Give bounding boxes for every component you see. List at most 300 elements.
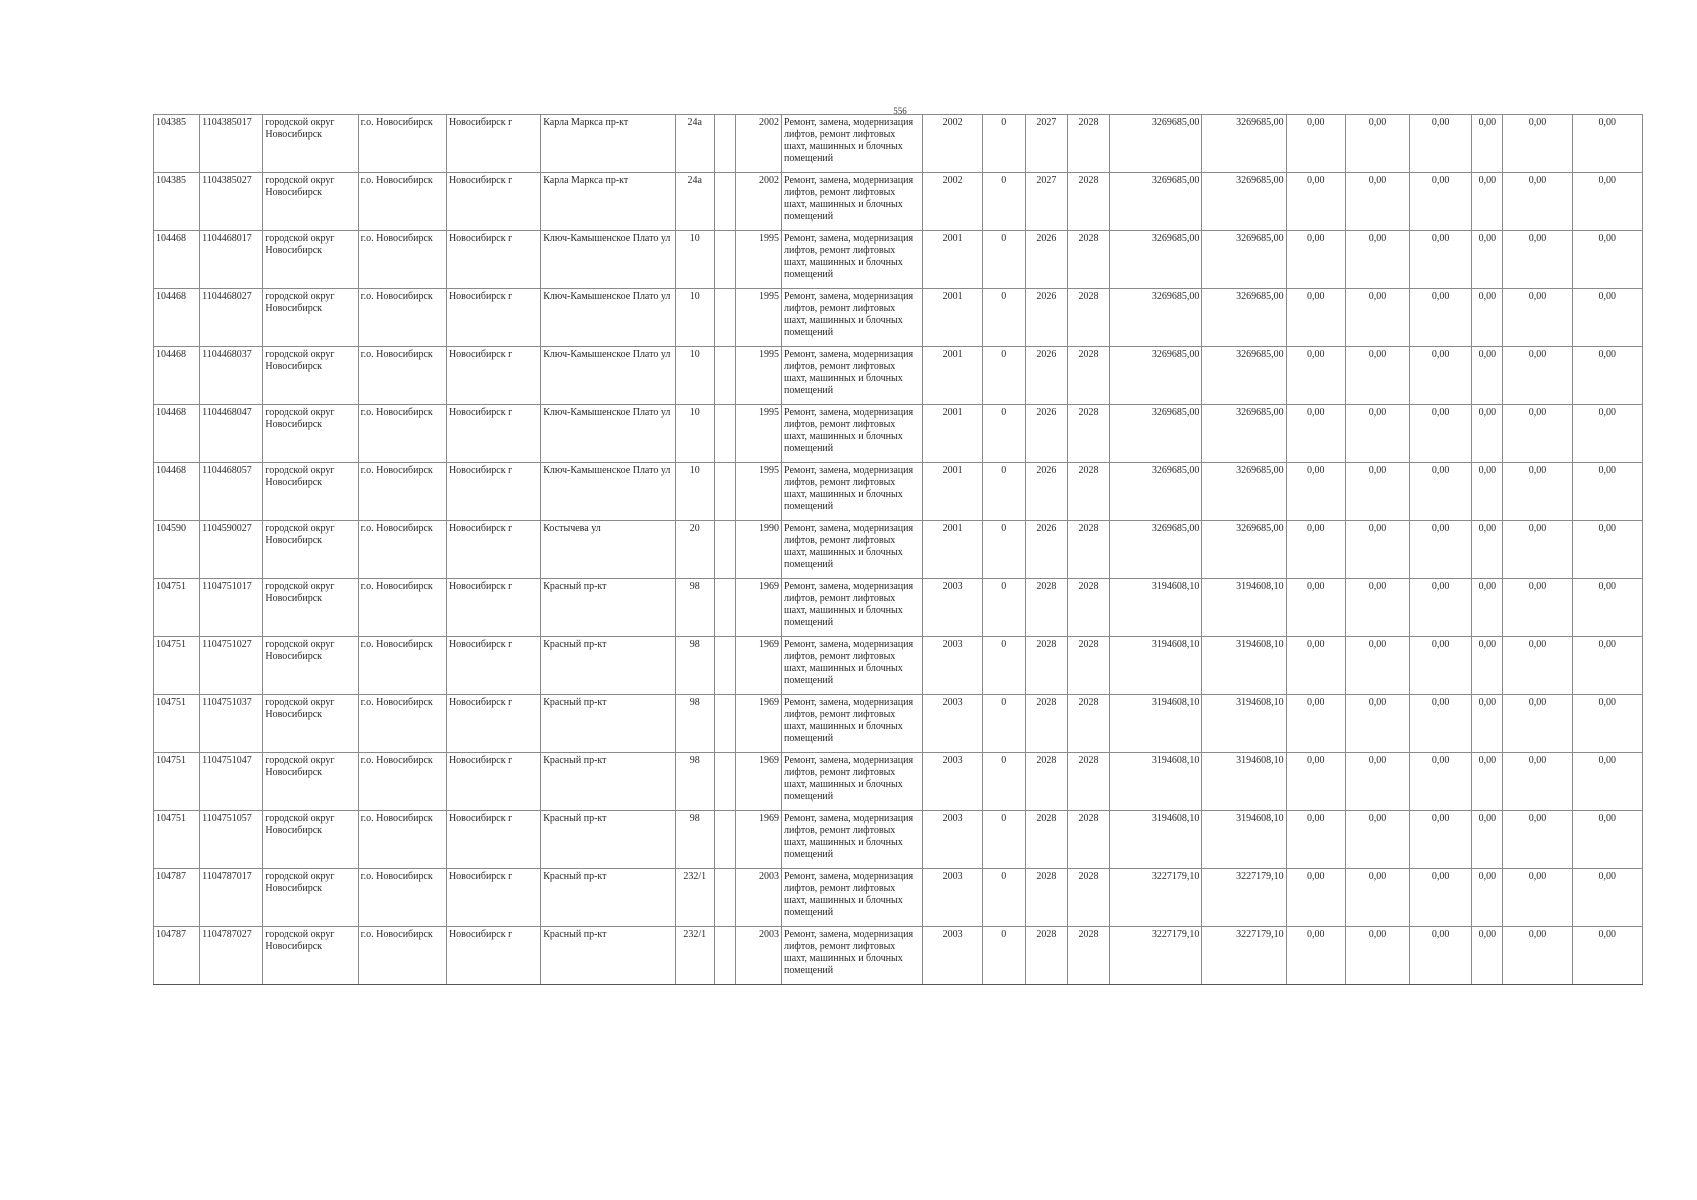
cell-cost-total: 3269685,00 — [1110, 347, 1202, 405]
cell-building — [714, 463, 735, 521]
cell-cost-owners: 0,00 — [1472, 869, 1503, 927]
cell-work-type: Ремонт, замена, модернизация лифтов, ремонт лифтовых шахт, машинных и блочных помещений — [782, 753, 923, 811]
cell-cost-owners: 0,00 — [1472, 405, 1503, 463]
cell-year-built: 2003 — [735, 869, 781, 927]
table-row — [154, 289, 1643, 347]
cell-work-type: Ремонт, замена, модернизация лифтов, ремонт лифтовых шахт, машинных и блочных помещений — [782, 811, 923, 869]
cell-cost-budget-federal: 0,00 — [1286, 347, 1345, 405]
cell-end-year: 2028 — [1067, 637, 1109, 695]
cell-cost-budget-local: 0,00 — [1410, 289, 1472, 347]
table-row — [154, 695, 1643, 753]
cell-house-number: 232/1 — [675, 869, 714, 927]
cell-district: г.о. Новосибирск — [358, 521, 446, 579]
cell-cost-budget-regional: 0,00 — [1345, 347, 1409, 405]
cell-cost-budget-regional: 0,00 — [1345, 753, 1409, 811]
cell-district: г.о. Новосибирск — [358, 289, 446, 347]
cell-cost-budget-local: 0,00 — [1410, 637, 1472, 695]
cell-cost-other: 0,00 — [1503, 637, 1572, 695]
cell-district: г.о. Новосибирск — [358, 463, 446, 521]
cell-house-number: 10 — [675, 289, 714, 347]
cell-settlement: Новосибирск г — [446, 405, 540, 463]
cell-district: г.о. Новосибирск — [358, 115, 446, 173]
cell-cost-extra: 0,00 — [1572, 405, 1642, 463]
cell-work-type: Ремонт, замена, модернизация лифтов, ремонт лифтовых шахт, машинных и блочных помещений — [782, 521, 923, 579]
cell-element-code: 1104385017 — [200, 115, 263, 173]
cell-work-type: Ремонт, замена, модернизация лифтов, ремонт лифтовых шахт, машинных и блочных помещений — [782, 869, 923, 927]
cell-municipality: городской округ Новосибирск — [263, 289, 358, 347]
cell-cost-fund: 3269685,00 — [1202, 347, 1286, 405]
cell-cost-fund: 3269685,00 — [1202, 231, 1286, 289]
cell-cost-fund: 3194608,10 — [1202, 637, 1286, 695]
cell-district: г.о. Новосибирск — [358, 811, 446, 869]
cell-cost-budget-federal: 0,00 — [1286, 811, 1345, 869]
cell-start-year: 2027 — [1025, 173, 1067, 231]
cell-planned-year: 2002 — [923, 173, 982, 231]
cell-flag: 0 — [982, 695, 1025, 753]
cell-cost-total: 3269685,00 — [1110, 289, 1202, 347]
cell-district: г.о. Новосибирск — [358, 173, 446, 231]
cell-house-number: 10 — [675, 231, 714, 289]
cell-building — [714, 579, 735, 637]
cell-end-year: 2028 — [1067, 289, 1109, 347]
cell-building — [714, 231, 735, 289]
cell-planned-year: 2001 — [923, 347, 982, 405]
cell-element-code: 1104468057 — [200, 463, 263, 521]
cell-start-year: 2026 — [1025, 521, 1067, 579]
cell-building — [714, 927, 735, 985]
cell-year-built: 1995 — [735, 463, 781, 521]
cell-flag: 0 — [982, 463, 1025, 521]
cell-cost-budget-local: 0,00 — [1410, 405, 1472, 463]
cell-house-number: 98 — [675, 753, 714, 811]
cell-start-year: 2027 — [1025, 115, 1067, 173]
cell-cost-budget-federal: 0,00 — [1286, 463, 1345, 521]
cell-cost-extra: 0,00 — [1572, 173, 1642, 231]
cell-house-number: 10 — [675, 347, 714, 405]
cell-cost-budget-regional: 0,00 — [1345, 869, 1409, 927]
cell-element-code: 1104468027 — [200, 289, 263, 347]
cell-cost-owners: 0,00 — [1472, 579, 1503, 637]
cell-end-year: 2028 — [1067, 811, 1109, 869]
cell-year-built: 2002 — [735, 115, 781, 173]
cell-end-year: 2028 — [1067, 753, 1109, 811]
cell-planned-year: 2003 — [923, 927, 982, 985]
cell-cost-other: 0,00 — [1503, 231, 1572, 289]
table-body — [154, 115, 1643, 985]
cell-work-type: Ремонт, замена, модернизация лифтов, ремонт лифтовых шахт, машинных и блочных помещений — [782, 347, 923, 405]
cell-cost-fund: 3269685,00 — [1202, 463, 1286, 521]
cell-object-id: 104751 — [154, 695, 200, 753]
cell-district: г.о. Новосибирск — [358, 405, 446, 463]
cell-end-year: 2028 — [1067, 869, 1109, 927]
cell-cost-owners: 0,00 — [1472, 695, 1503, 753]
cell-municipality: городской округ Новосибирск — [263, 231, 358, 289]
cell-cost-total: 3269685,00 — [1110, 405, 1202, 463]
cell-street: Красный пр-кт — [541, 869, 675, 927]
cell-house-number: 98 — [675, 695, 714, 753]
cell-start-year: 2026 — [1025, 347, 1067, 405]
cell-cost-total: 3194608,10 — [1110, 579, 1202, 637]
cell-settlement: Новосибирск г — [446, 115, 540, 173]
cell-object-id: 104385 — [154, 115, 200, 173]
cell-cost-total: 3269685,00 — [1110, 231, 1202, 289]
cell-planned-year: 2001 — [923, 231, 982, 289]
cell-house-number: 24а — [675, 115, 714, 173]
cell-element-code: 1104751017 — [200, 579, 263, 637]
cell-cost-budget-local: 0,00 — [1410, 869, 1472, 927]
cell-district: г.о. Новосибирск — [358, 637, 446, 695]
table-row — [154, 811, 1643, 869]
cell-element-code: 1104751027 — [200, 637, 263, 695]
table-row — [154, 869, 1643, 927]
cell-object-id: 104751 — [154, 637, 200, 695]
cell-cost-extra: 0,00 — [1572, 463, 1642, 521]
cell-building — [714, 753, 735, 811]
cell-cost-owners: 0,00 — [1472, 811, 1503, 869]
cell-cost-owners: 0,00 — [1472, 347, 1503, 405]
cell-element-code: 1104751047 — [200, 753, 263, 811]
cell-street: Красный пр-кт — [541, 927, 675, 985]
cell-cost-budget-regional: 0,00 — [1345, 173, 1409, 231]
cell-street: Ключ-Камышенское Плато ул — [541, 405, 675, 463]
cell-building — [714, 637, 735, 695]
cell-cost-budget-federal: 0,00 — [1286, 289, 1345, 347]
cell-work-type: Ремонт, замена, модернизация лифтов, ремонт лифтовых шахт, машинных и блочных помещений — [782, 405, 923, 463]
cell-year-built: 1995 — [735, 405, 781, 463]
cell-cost-other: 0,00 — [1503, 927, 1572, 985]
cell-planned-year: 2003 — [923, 811, 982, 869]
cell-cost-budget-regional: 0,00 — [1345, 579, 1409, 637]
cell-cost-fund: 3227179,10 — [1202, 869, 1286, 927]
table-row — [154, 463, 1643, 521]
cell-settlement: Новосибирск г — [446, 347, 540, 405]
cell-flag: 0 — [982, 289, 1025, 347]
cell-cost-budget-regional: 0,00 — [1345, 405, 1409, 463]
cell-object-id: 104468 — [154, 405, 200, 463]
table-row — [154, 753, 1643, 811]
cell-house-number: 10 — [675, 463, 714, 521]
cell-cost-owners: 0,00 — [1472, 927, 1503, 985]
cell-street: Ключ-Камышенское Плато ул — [541, 231, 675, 289]
cell-start-year: 2026 — [1025, 289, 1067, 347]
table-row — [154, 115, 1643, 173]
cell-municipality: городской округ Новосибирск — [263, 811, 358, 869]
cell-end-year: 2028 — [1067, 231, 1109, 289]
cell-work-type: Ремонт, замена, модернизация лифтов, ремонт лифтовых шахт, машинных и блочных помещений — [782, 173, 923, 231]
cell-house-number: 98 — [675, 811, 714, 869]
cell-settlement: Новосибирск г — [446, 637, 540, 695]
cell-start-year: 2026 — [1025, 463, 1067, 521]
cell-settlement: Новосибирск г — [446, 695, 540, 753]
cell-cost-owners: 0,00 — [1472, 289, 1503, 347]
cell-work-type: Ремонт, замена, модернизация лифтов, ремонт лифтовых шахт, машинных и блочных помещений — [782, 927, 923, 985]
cell-building — [714, 405, 735, 463]
cell-cost-other: 0,00 — [1503, 347, 1572, 405]
cell-municipality: городской округ Новосибирск — [263, 579, 358, 637]
cell-cost-budget-federal: 0,00 — [1286, 115, 1345, 173]
cell-cost-total: 3194608,10 — [1110, 811, 1202, 869]
cell-cost-budget-federal: 0,00 — [1286, 231, 1345, 289]
cell-cost-extra: 0,00 — [1572, 579, 1642, 637]
cell-end-year: 2028 — [1067, 579, 1109, 637]
cell-cost-other: 0,00 — [1503, 869, 1572, 927]
cell-object-id: 104468 — [154, 463, 200, 521]
cell-cost-budget-local: 0,00 — [1410, 115, 1472, 173]
cell-cost-extra: 0,00 — [1572, 927, 1642, 985]
cell-work-type: Ремонт, замена, модернизация лифтов, ремонт лифтовых шахт, машинных и блочных помещений — [782, 463, 923, 521]
cell-start-year: 2028 — [1025, 695, 1067, 753]
cell-cost-budget-local: 0,00 — [1410, 753, 1472, 811]
cell-street: Карла Маркса пр-кт — [541, 173, 675, 231]
cell-building — [714, 115, 735, 173]
cell-cost-extra: 0,00 — [1572, 637, 1642, 695]
cell-year-built: 1995 — [735, 231, 781, 289]
cell-settlement: Новосибирск г — [446, 753, 540, 811]
cell-cost-budget-regional: 0,00 — [1345, 811, 1409, 869]
cell-planned-year: 2003 — [923, 579, 982, 637]
cell-cost-fund: 3269685,00 — [1202, 405, 1286, 463]
cell-cost-fund: 3269685,00 — [1202, 115, 1286, 173]
cell-cost-total: 3269685,00 — [1110, 463, 1202, 521]
cell-building — [714, 521, 735, 579]
cell-settlement: Новосибирск г — [446, 811, 540, 869]
cell-cost-budget-regional: 0,00 — [1345, 927, 1409, 985]
cell-settlement: Новосибирск г — [446, 521, 540, 579]
cell-object-id: 104751 — [154, 753, 200, 811]
cell-cost-extra: 0,00 — [1572, 231, 1642, 289]
cell-object-id: 104787 — [154, 927, 200, 985]
cell-object-id: 104751 — [154, 579, 200, 637]
cell-element-code: 1104787017 — [200, 869, 263, 927]
cell-building — [714, 869, 735, 927]
cell-year-built: 1995 — [735, 289, 781, 347]
cell-building — [714, 695, 735, 753]
cell-cost-budget-regional: 0,00 — [1345, 463, 1409, 521]
cell-year-built: 1969 — [735, 637, 781, 695]
cell-cost-budget-local: 0,00 — [1410, 579, 1472, 637]
cell-start-year: 2026 — [1025, 231, 1067, 289]
cell-street: Красный пр-кт — [541, 811, 675, 869]
cell-cost-budget-federal: 0,00 — [1286, 695, 1345, 753]
cell-municipality: городской округ Новосибирск — [263, 695, 358, 753]
cell-cost-owners: 0,00 — [1472, 463, 1503, 521]
cell-settlement: Новосибирск г — [446, 173, 540, 231]
cell-house-number: 98 — [675, 637, 714, 695]
table-row — [154, 579, 1643, 637]
cell-cost-total: 3194608,10 — [1110, 695, 1202, 753]
cell-start-year: 2028 — [1025, 869, 1067, 927]
cell-municipality: городской округ Новосибирск — [263, 869, 358, 927]
cell-building — [714, 347, 735, 405]
cell-flag: 0 — [982, 869, 1025, 927]
cell-work-type: Ремонт, замена, модернизация лифтов, ремонт лифтовых шахт, машинных и блочных помещений — [782, 695, 923, 753]
cell-cost-budget-local: 0,00 — [1410, 521, 1472, 579]
cell-municipality: городской округ Новосибирск — [263, 521, 358, 579]
cell-year-built: 1995 — [735, 347, 781, 405]
cell-district: г.о. Новосибирск — [358, 347, 446, 405]
cell-object-id: 104468 — [154, 289, 200, 347]
cell-year-built: 1990 — [735, 521, 781, 579]
cell-cost-budget-local: 0,00 — [1410, 347, 1472, 405]
cell-cost-total: 3269685,00 — [1110, 173, 1202, 231]
cell-flag: 0 — [982, 231, 1025, 289]
cell-planned-year: 2001 — [923, 463, 982, 521]
cell-cost-fund: 3269685,00 — [1202, 521, 1286, 579]
cell-cost-budget-local: 0,00 — [1410, 463, 1472, 521]
cell-cost-total: 3269685,00 — [1110, 115, 1202, 173]
cell-cost-owners: 0,00 — [1472, 753, 1503, 811]
cell-street: Красный пр-кт — [541, 637, 675, 695]
table-row — [154, 637, 1643, 695]
cell-year-built: 1969 — [735, 695, 781, 753]
cell-cost-other: 0,00 — [1503, 289, 1572, 347]
cell-flag: 0 — [982, 173, 1025, 231]
cell-flag: 0 — [982, 521, 1025, 579]
cell-building — [714, 173, 735, 231]
cell-flag: 0 — [982, 927, 1025, 985]
cell-settlement: Новосибирск г — [446, 463, 540, 521]
cell-planned-year: 2003 — [923, 869, 982, 927]
cell-element-code: 1104468017 — [200, 231, 263, 289]
cell-cost-owners: 0,00 — [1472, 173, 1503, 231]
cell-object-id: 104468 — [154, 231, 200, 289]
cell-cost-other: 0,00 — [1503, 463, 1572, 521]
cell-start-year: 2026 — [1025, 405, 1067, 463]
cell-year-built: 2002 — [735, 173, 781, 231]
cell-cost-owners: 0,00 — [1472, 115, 1503, 173]
cell-district: г.о. Новосибирск — [358, 927, 446, 985]
cell-object-id: 104787 — [154, 869, 200, 927]
cell-cost-budget-regional: 0,00 — [1345, 289, 1409, 347]
cell-cost-extra: 0,00 — [1572, 521, 1642, 579]
cell-street: Ключ-Камышенское Плато ул — [541, 463, 675, 521]
cell-cost-budget-federal: 0,00 — [1286, 869, 1345, 927]
cell-street: Ключ-Камышенское Плато ул — [541, 347, 675, 405]
cell-end-year: 2028 — [1067, 521, 1109, 579]
cell-start-year: 2028 — [1025, 811, 1067, 869]
cell-start-year: 2028 — [1025, 637, 1067, 695]
cell-year-built: 1969 — [735, 579, 781, 637]
cell-cost-owners: 0,00 — [1472, 637, 1503, 695]
cell-object-id: 104385 — [154, 173, 200, 231]
cell-street: Красный пр-кт — [541, 695, 675, 753]
cell-cost-other: 0,00 — [1503, 405, 1572, 463]
cell-house-number: 10 — [675, 405, 714, 463]
cell-district: г.о. Новосибирск — [358, 579, 446, 637]
cell-cost-fund: 3194608,10 — [1202, 695, 1286, 753]
cell-cost-total: 3269685,00 — [1110, 521, 1202, 579]
cell-end-year: 2028 — [1067, 115, 1109, 173]
cell-municipality: городской округ Новосибирск — [263, 753, 358, 811]
cell-year-built: 2003 — [735, 927, 781, 985]
cell-end-year: 2028 — [1067, 927, 1109, 985]
cell-municipality: городской округ Новосибирск — [263, 637, 358, 695]
cell-flag: 0 — [982, 115, 1025, 173]
cell-start-year: 2028 — [1025, 753, 1067, 811]
cell-cost-budget-local: 0,00 — [1410, 695, 1472, 753]
cell-cost-budget-local: 0,00 — [1410, 173, 1472, 231]
cell-planned-year: 2003 — [923, 695, 982, 753]
cell-cost-other: 0,00 — [1503, 811, 1572, 869]
table-row — [154, 231, 1643, 289]
cell-work-type: Ремонт, замена, модернизация лифтов, ремонт лифтовых шахт, машинных и блочных помещений — [782, 231, 923, 289]
cell-cost-owners: 0,00 — [1472, 231, 1503, 289]
cell-house-number: 232/1 — [675, 927, 714, 985]
table-row — [154, 405, 1643, 463]
cell-cost-total: 3194608,10 — [1110, 753, 1202, 811]
cell-municipality: городской округ Новосибирск — [263, 405, 358, 463]
cell-district: г.о. Новосибирск — [358, 231, 446, 289]
cell-cost-budget-federal: 0,00 — [1286, 173, 1345, 231]
page-number: 556 — [893, 106, 907, 116]
cell-cost-budget-local: 0,00 — [1410, 811, 1472, 869]
cell-cost-other: 0,00 — [1503, 579, 1572, 637]
cell-planned-year: 2003 — [923, 637, 982, 695]
cell-start-year: 2028 — [1025, 579, 1067, 637]
cell-settlement: Новосибирск г — [446, 579, 540, 637]
cell-settlement: Новосибирск г — [446, 289, 540, 347]
cell-cost-total: 3194608,10 — [1110, 637, 1202, 695]
cell-cost-budget-federal: 0,00 — [1286, 521, 1345, 579]
cell-cost-budget-federal: 0,00 — [1286, 579, 1345, 637]
cell-district: г.о. Новосибирск — [358, 869, 446, 927]
cell-flag: 0 — [982, 405, 1025, 463]
table-row — [154, 927, 1643, 985]
cell-start-year: 2028 — [1025, 927, 1067, 985]
cell-cost-extra: 0,00 — [1572, 753, 1642, 811]
cell-cost-fund: 3194608,10 — [1202, 811, 1286, 869]
cell-cost-budget-regional: 0,00 — [1345, 521, 1409, 579]
cell-object-id: 104468 — [154, 347, 200, 405]
cell-element-code: 1104751037 — [200, 695, 263, 753]
cell-municipality: городской округ Новосибирск — [263, 173, 358, 231]
works-table — [153, 114, 1643, 985]
cell-object-id: 104590 — [154, 521, 200, 579]
cell-work-type: Ремонт, замена, модернизация лифтов, ремонт лифтовых шахт, машинных и блочных помещений — [782, 637, 923, 695]
cell-element-code: 1104751057 — [200, 811, 263, 869]
cell-flag: 0 — [982, 811, 1025, 869]
cell-element-code: 1104468047 — [200, 405, 263, 463]
cell-work-type: Ремонт, замена, модернизация лифтов, ремонт лифтовых шахт, машинных и блочных помещений — [782, 289, 923, 347]
cell-municipality: городской округ Новосибирск — [263, 463, 358, 521]
cell-cost-other: 0,00 — [1503, 115, 1572, 173]
cell-end-year: 2028 — [1067, 405, 1109, 463]
cell-street: Карла Маркса пр-кт — [541, 115, 675, 173]
cell-planned-year: 2003 — [923, 753, 982, 811]
cell-cost-budget-regional: 0,00 — [1345, 637, 1409, 695]
cell-street: Костычева ул — [541, 521, 675, 579]
cell-planned-year: 2001 — [923, 521, 982, 579]
cell-end-year: 2028 — [1067, 463, 1109, 521]
cell-cost-fund: 3194608,10 — [1202, 753, 1286, 811]
cell-cost-fund: 3269685,00 — [1202, 289, 1286, 347]
cell-planned-year: 2002 — [923, 115, 982, 173]
cell-cost-extra: 0,00 — [1572, 289, 1642, 347]
cell-cost-other: 0,00 — [1503, 753, 1572, 811]
cell-element-code: 1104590027 — [200, 521, 263, 579]
cell-settlement: Новосибирск г — [446, 927, 540, 985]
cell-year-built: 1969 — [735, 753, 781, 811]
cell-flag: 0 — [982, 579, 1025, 637]
cell-cost-budget-regional: 0,00 — [1345, 695, 1409, 753]
cell-municipality: городской округ Новосибирск — [263, 927, 358, 985]
cell-cost-budget-regional: 0,00 — [1345, 231, 1409, 289]
cell-flag: 0 — [982, 347, 1025, 405]
cell-end-year: 2028 — [1067, 173, 1109, 231]
cell-planned-year: 2001 — [923, 289, 982, 347]
cell-cost-fund: 3194608,10 — [1202, 579, 1286, 637]
cell-cost-extra: 0,00 — [1572, 811, 1642, 869]
